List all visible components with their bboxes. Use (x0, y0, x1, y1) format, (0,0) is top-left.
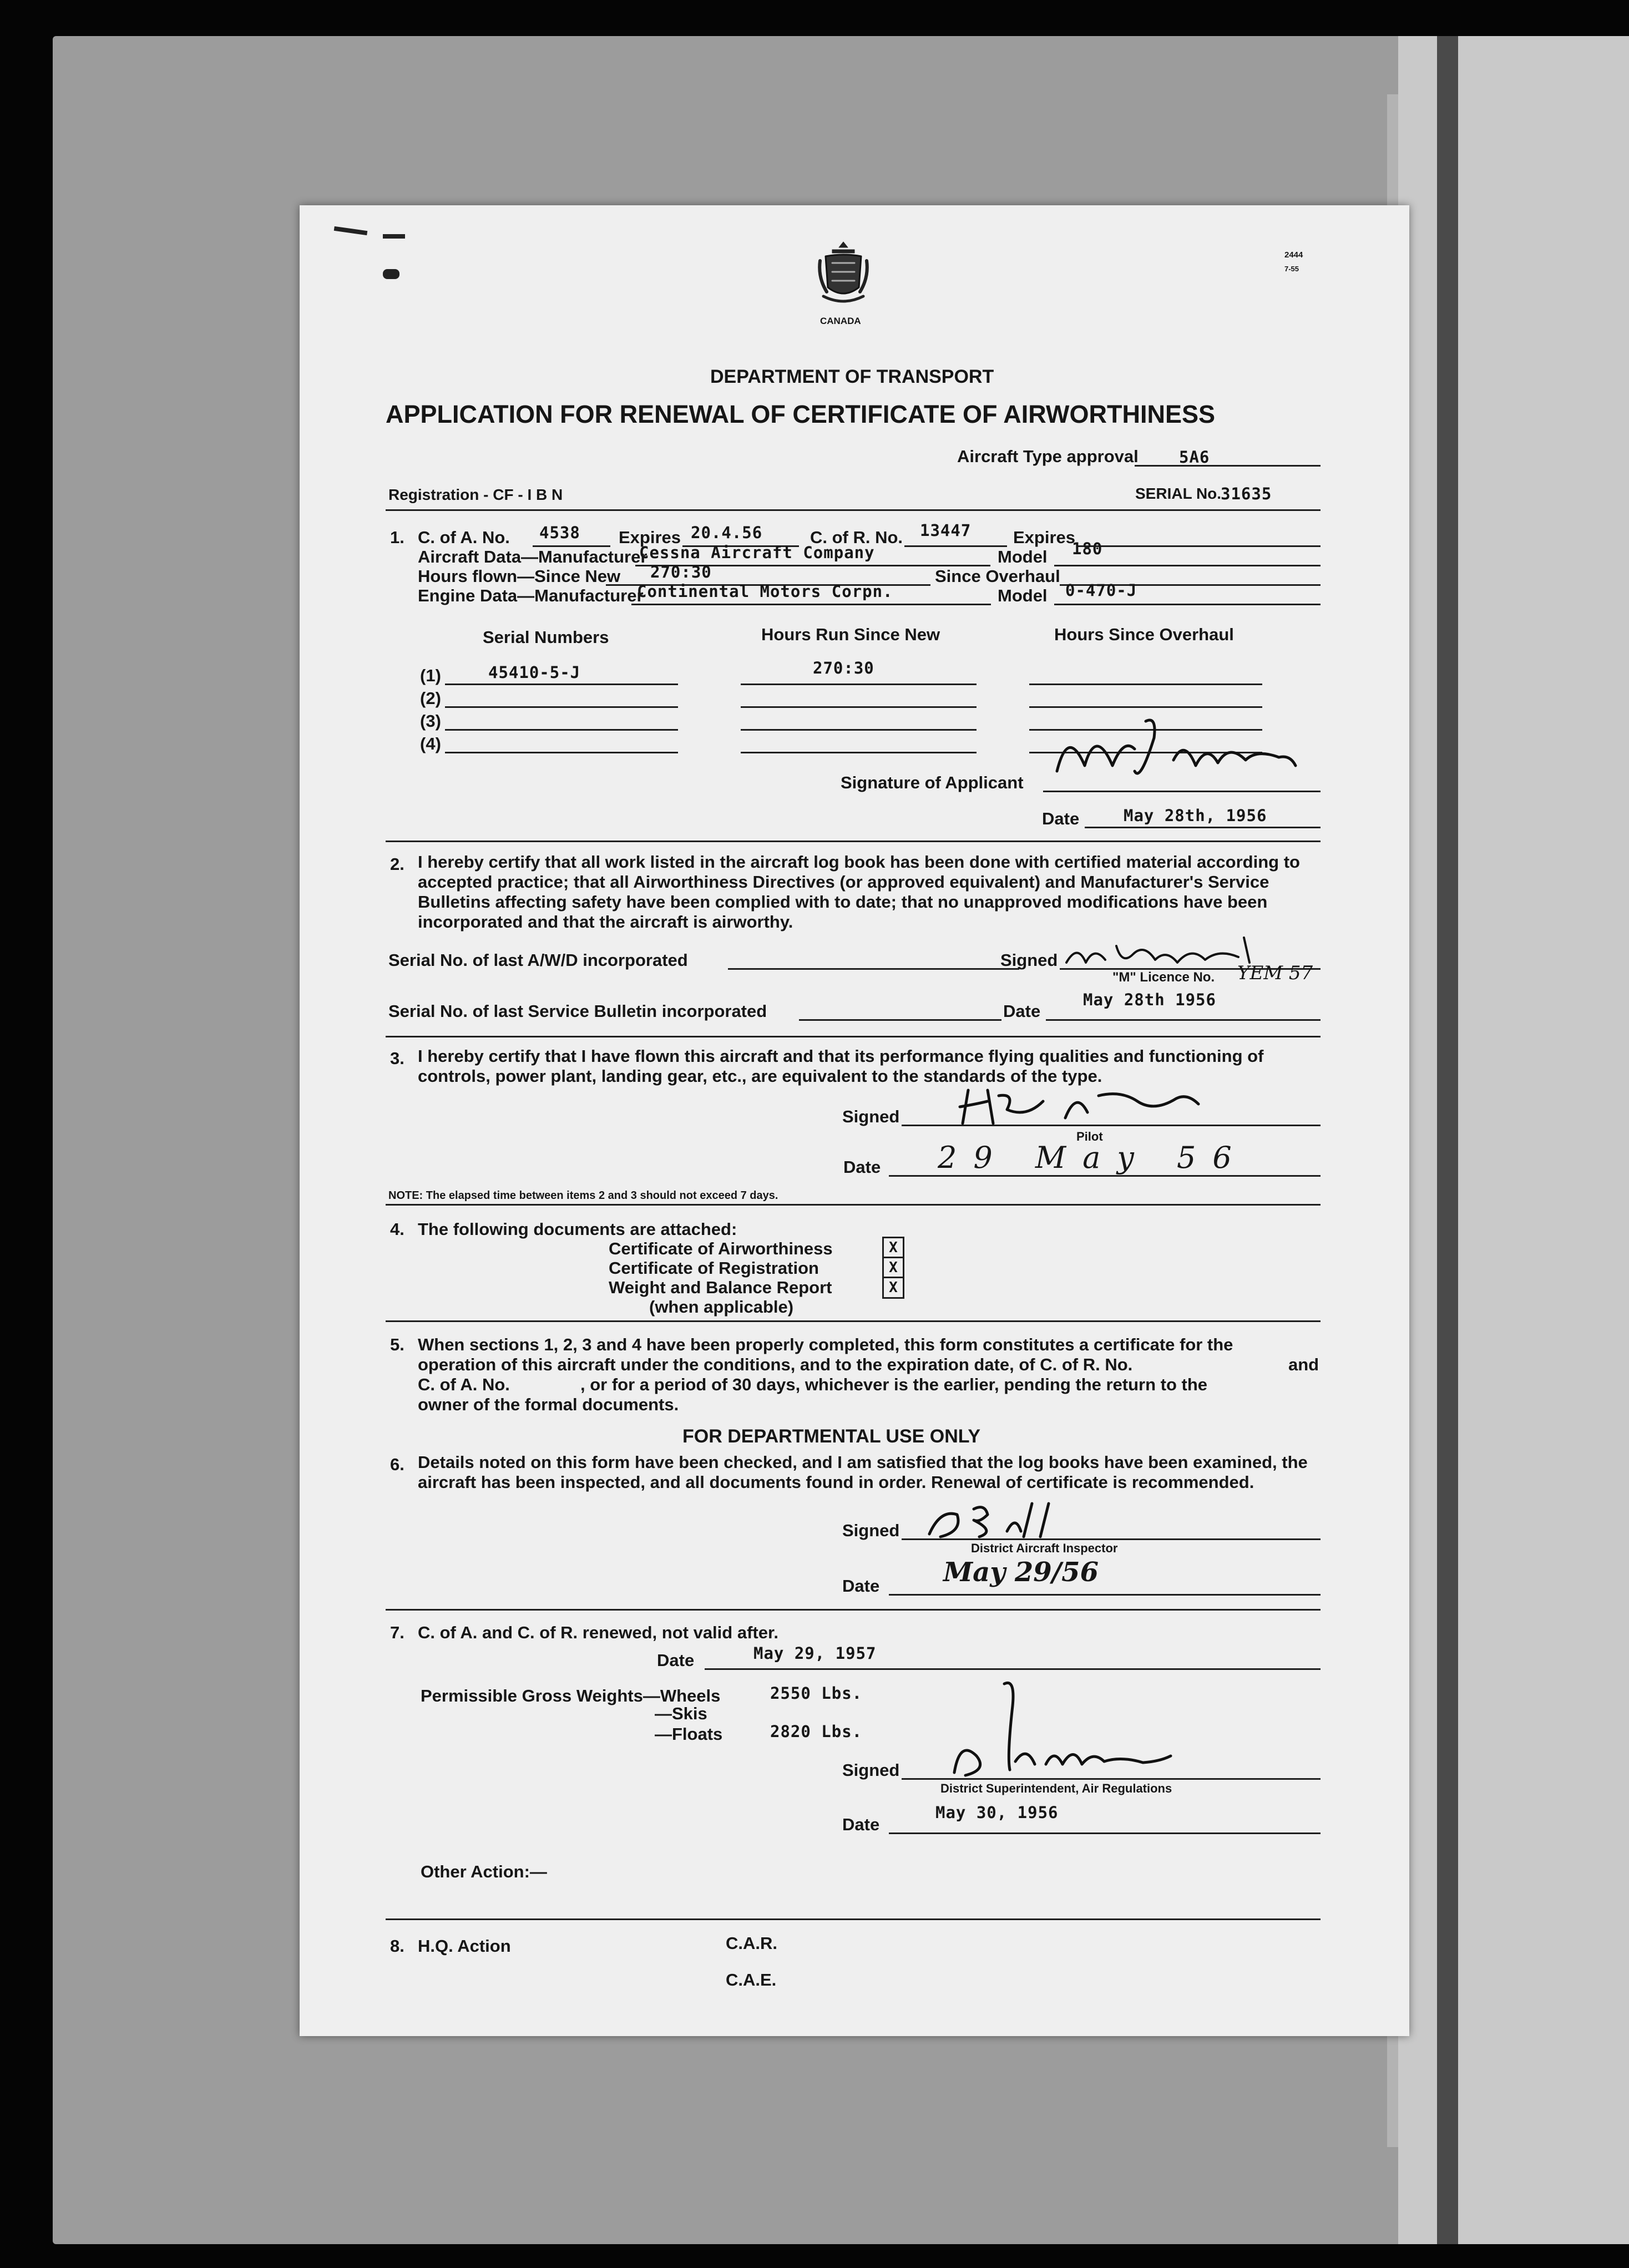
section-number: 6. (390, 1455, 404, 1474)
divider (386, 1320, 1321, 1322)
engine-row-label: (3) (420, 711, 441, 731)
conditions-line1: When sections 1, 2, 3 and 4 have been properly completed, this form constitutes a certificate for the (418, 1335, 1233, 1354)
superintendent-signed-label: Signed (842, 1760, 900, 1780)
model-label: Model (998, 547, 1048, 566)
engine-row-serial-line (445, 684, 678, 685)
aircraft-model-value: 180 (1072, 539, 1103, 558)
cr-line (904, 545, 1007, 547)
certification-text: I hereby certify that all work listed in the aircraft log book has been done with certified material according to accepted practice; that all Airworthiness Directives (or approved equivalent) and Manufacturer's Service Bulletins affecting safety have been complied with to date; that no unapproved modifications have been incorporated and that the aircraft is airworthy. (418, 852, 1300, 932)
col-hours-new-header: Hours Run Since New (761, 625, 940, 644)
pilot-signature (954, 1079, 1204, 1129)
time-limit-note: NOTE: The elapsed time between items 2 and 3 should not exceed 7 days. (388, 1189, 778, 1202)
type-approval-value: 5A6 (1179, 448, 1210, 467)
col-serial-header: Serial Numbers (483, 627, 609, 647)
documents-intro: The following documents are attached: (418, 1219, 737, 1239)
binder-mark (334, 226, 368, 235)
superintendent-date-line (889, 1832, 1321, 1834)
engine-row-serial-line (445, 752, 678, 753)
renewal-date-line (705, 1668, 1321, 1670)
inspector-signed-label: Signed (842, 1521, 900, 1540)
ca-label: C. of A. No. (418, 528, 510, 547)
section-number: 2. (390, 854, 404, 874)
car-label: C.A.R. (726, 1933, 777, 1953)
form-sheet (300, 205, 1409, 2036)
document-checkbox[interactable]: X (882, 1237, 904, 1259)
applicant-date-line (1085, 827, 1321, 828)
departmental-heading: FOR DEPARTMENTAL USE ONLY (682, 1426, 981, 1447)
serial-label: SERIAL No. (1135, 485, 1222, 502)
engine-row-serial: 45410-5-J (488, 663, 581, 682)
section-number: 3. (390, 1049, 404, 1068)
engine-model-line (1054, 604, 1321, 605)
licence-value: YEM 57 (1237, 962, 1313, 984)
bulletin-label: Serial No. of last Service Bulletin incorporated (388, 1001, 767, 1021)
applicant-date-label: Date (1042, 809, 1080, 828)
ca-value: 4538 (539, 523, 580, 542)
section-number: 1. (390, 528, 404, 547)
floats-weight-value: 2820 Lbs. (770, 1722, 863, 1741)
document-label: Certificate of Airworthiness (609, 1239, 833, 1258)
expires2-label: Expires (1013, 528, 1076, 547)
when-applicable-note: (when applicable) (649, 1297, 794, 1317)
type-approval-label: Aircraft Type approval (957, 447, 1139, 466)
inspector-title: District Aircraft Inspector (971, 1541, 1118, 1555)
coat-of-arms-icon (816, 239, 871, 311)
section-number: 7. (390, 1623, 404, 1642)
aircraft-data-label: Aircraft Data—Manufacturer (418, 547, 647, 566)
hours-since-new-value: 270:30 (650, 563, 712, 581)
hq-action-label: H.Q. Action (418, 1936, 511, 1956)
pilot-signed-label: Signed (842, 1107, 900, 1126)
divider (386, 1036, 1321, 1037)
superintendent-date-value: May 30, 1956 (935, 1803, 1059, 1822)
engine-row-hours: 270:30 (813, 659, 874, 677)
skis-label: —Skis (655, 1704, 707, 1723)
other-action-label: Other Action:— (421, 1862, 547, 1881)
section-number: 4. (390, 1219, 404, 1239)
department-name: DEPARTMENT OF TRANSPORT (710, 366, 994, 387)
cr-label: C. of R. No. (810, 528, 903, 547)
section-number: 5. (390, 1335, 404, 1354)
divider (386, 1609, 1321, 1611)
model-line (1054, 565, 1321, 566)
engine-row-label: (1) (420, 666, 441, 685)
binder-mark (383, 234, 405, 239)
conditions-line4: owner of the formal documents. (418, 1395, 679, 1414)
bulletin-date-label: Date (1003, 1001, 1041, 1021)
flight-certification-text: I hereby certify that I have flown this aircraft and that its performance flying qualities and functioning of controls, power plant, landing gear, etc., are equivalent to the standards of the type. (418, 1046, 1264, 1086)
board-right-panel (1398, 36, 1629, 2244)
engine-manufacturer-value: Continental Motors Corpn. (637, 582, 893, 601)
inspector-date-label: Date (842, 1576, 880, 1596)
gross-weights-label: Permissible Gross Weights—Wheels (421, 1686, 721, 1705)
expires2-line (1076, 545, 1321, 547)
aircraft-manufacturer-value: Cessna Aircraft Company (639, 543, 875, 562)
awd-label: Serial No. of last A/W/D incorporated (388, 950, 688, 970)
renewal-date-label: Date (657, 1651, 695, 1670)
section-number: 8. (390, 1936, 404, 1956)
applicant-signature (1046, 705, 1301, 799)
pilot-label: Pilot (1076, 1130, 1103, 1143)
document-checkbox[interactable]: X (882, 1257, 904, 1279)
bulletin-date-line (1046, 1019, 1321, 1021)
engine-data-label: Engine Data—Manufacturer (418, 586, 644, 605)
wheels-weight-value: 2550 Lbs. (770, 1684, 863, 1703)
model2-label: Model (998, 586, 1048, 605)
engine-manufacturer-line (631, 604, 991, 605)
superintendent-date-label: Date (842, 1815, 880, 1834)
pilot-date-label: Date (843, 1157, 881, 1177)
engine-row-serial-line (445, 706, 678, 708)
conditions-line3: C. of A. No. (418, 1375, 510, 1394)
inspector-date-line (889, 1594, 1321, 1596)
divider (386, 509, 1321, 511)
hours-flown-label: Hours flown—Since New (418, 566, 621, 586)
divider (386, 1204, 1321, 1206)
engine-row-hours-line (741, 684, 977, 685)
expires-value: 20.4.56 (691, 523, 763, 542)
superintendent-signature (943, 1673, 1176, 1784)
engine-row-overhaul-line (1029, 684, 1262, 685)
binder-mark (383, 269, 399, 279)
document-label: Certificate of Registration (609, 1258, 819, 1278)
engine-model-value: 0-470-J (1065, 581, 1137, 600)
engine-row-hours-line (741, 752, 977, 753)
cr-value: 13447 (920, 521, 972, 540)
applicant-date-value: May 28th, 1956 (1124, 806, 1267, 825)
superintendent-title: District Superintendent, Air Regulations (940, 1781, 1172, 1795)
col-hours-overhaul-header: Hours Since Overhaul (1054, 625, 1234, 644)
licence-label: "M" Licence No. (1112, 970, 1215, 985)
engine-row-serial-line (445, 729, 678, 731)
floats-label: —Floats (655, 1724, 723, 1744)
divider (386, 1918, 1321, 1920)
since-overhaul-label: Since Overhaul (935, 566, 1060, 586)
board-edge (1437, 36, 1458, 2244)
conditions-and: and (1288, 1355, 1319, 1374)
expires-label: Expires (619, 528, 681, 547)
form-title: APPLICATION FOR RENEWAL OF CERTIFICATE OF AIRWORTHINESS (386, 400, 1215, 428)
engine-row-label: (4) (420, 734, 441, 753)
type-approval-line (1135, 465, 1321, 467)
pilot-date-value: 29 May 56 (938, 1140, 1248, 1175)
applicant-signature-label: Signature of Applicant (841, 773, 1024, 792)
inspection-text: Details noted on this form have been checked, and I am satisfied that the log books have been examined, the aircraft has been inspected, and all documents found in order. Renewal of certificate is recommended. (418, 1452, 1308, 1492)
serial-value: 31635 (1221, 484, 1272, 503)
engine-row-hours-line (741, 729, 977, 731)
conditions-line3-rest: , or for a period of 30 days, whichever is the earlier, pending the return to the (580, 1375, 1208, 1394)
document-checkbox[interactable]: X (882, 1277, 904, 1299)
registration-label: Registration - CF - I B N (388, 486, 563, 503)
form-number: 2444 (1284, 250, 1303, 260)
engineer-signed-label: Signed (1000, 950, 1058, 970)
inspector-date-value: May 29/56 (943, 1557, 1099, 1588)
divider (386, 841, 1321, 842)
cae-label: C.A.E. (726, 1970, 777, 1989)
pilot-date-line (889, 1175, 1321, 1177)
inspector-signature (924, 1498, 1101, 1542)
bulletin-line (799, 1019, 1001, 1021)
engine-row-hours-line (741, 706, 977, 708)
engine-row-label: (2) (420, 688, 441, 708)
document-label: Weight and Balance Report (609, 1278, 832, 1297)
bulletin-date-value: May 28th 1956 (1083, 990, 1216, 1009)
awd-line (728, 968, 1019, 970)
country-label: CANADA (820, 316, 861, 326)
form-date: 7-55 (1284, 265, 1299, 273)
conditions-line2: operation of this aircraft under the conditions, and to the expiration date, of C. of R. No. (418, 1355, 1133, 1374)
renewal-date-value: May 29, 1957 (753, 1644, 877, 1663)
engineer-signature (1061, 932, 1266, 971)
renewal-text: C. of A. and C. of R. renewed, not valid after. (418, 1623, 778, 1642)
